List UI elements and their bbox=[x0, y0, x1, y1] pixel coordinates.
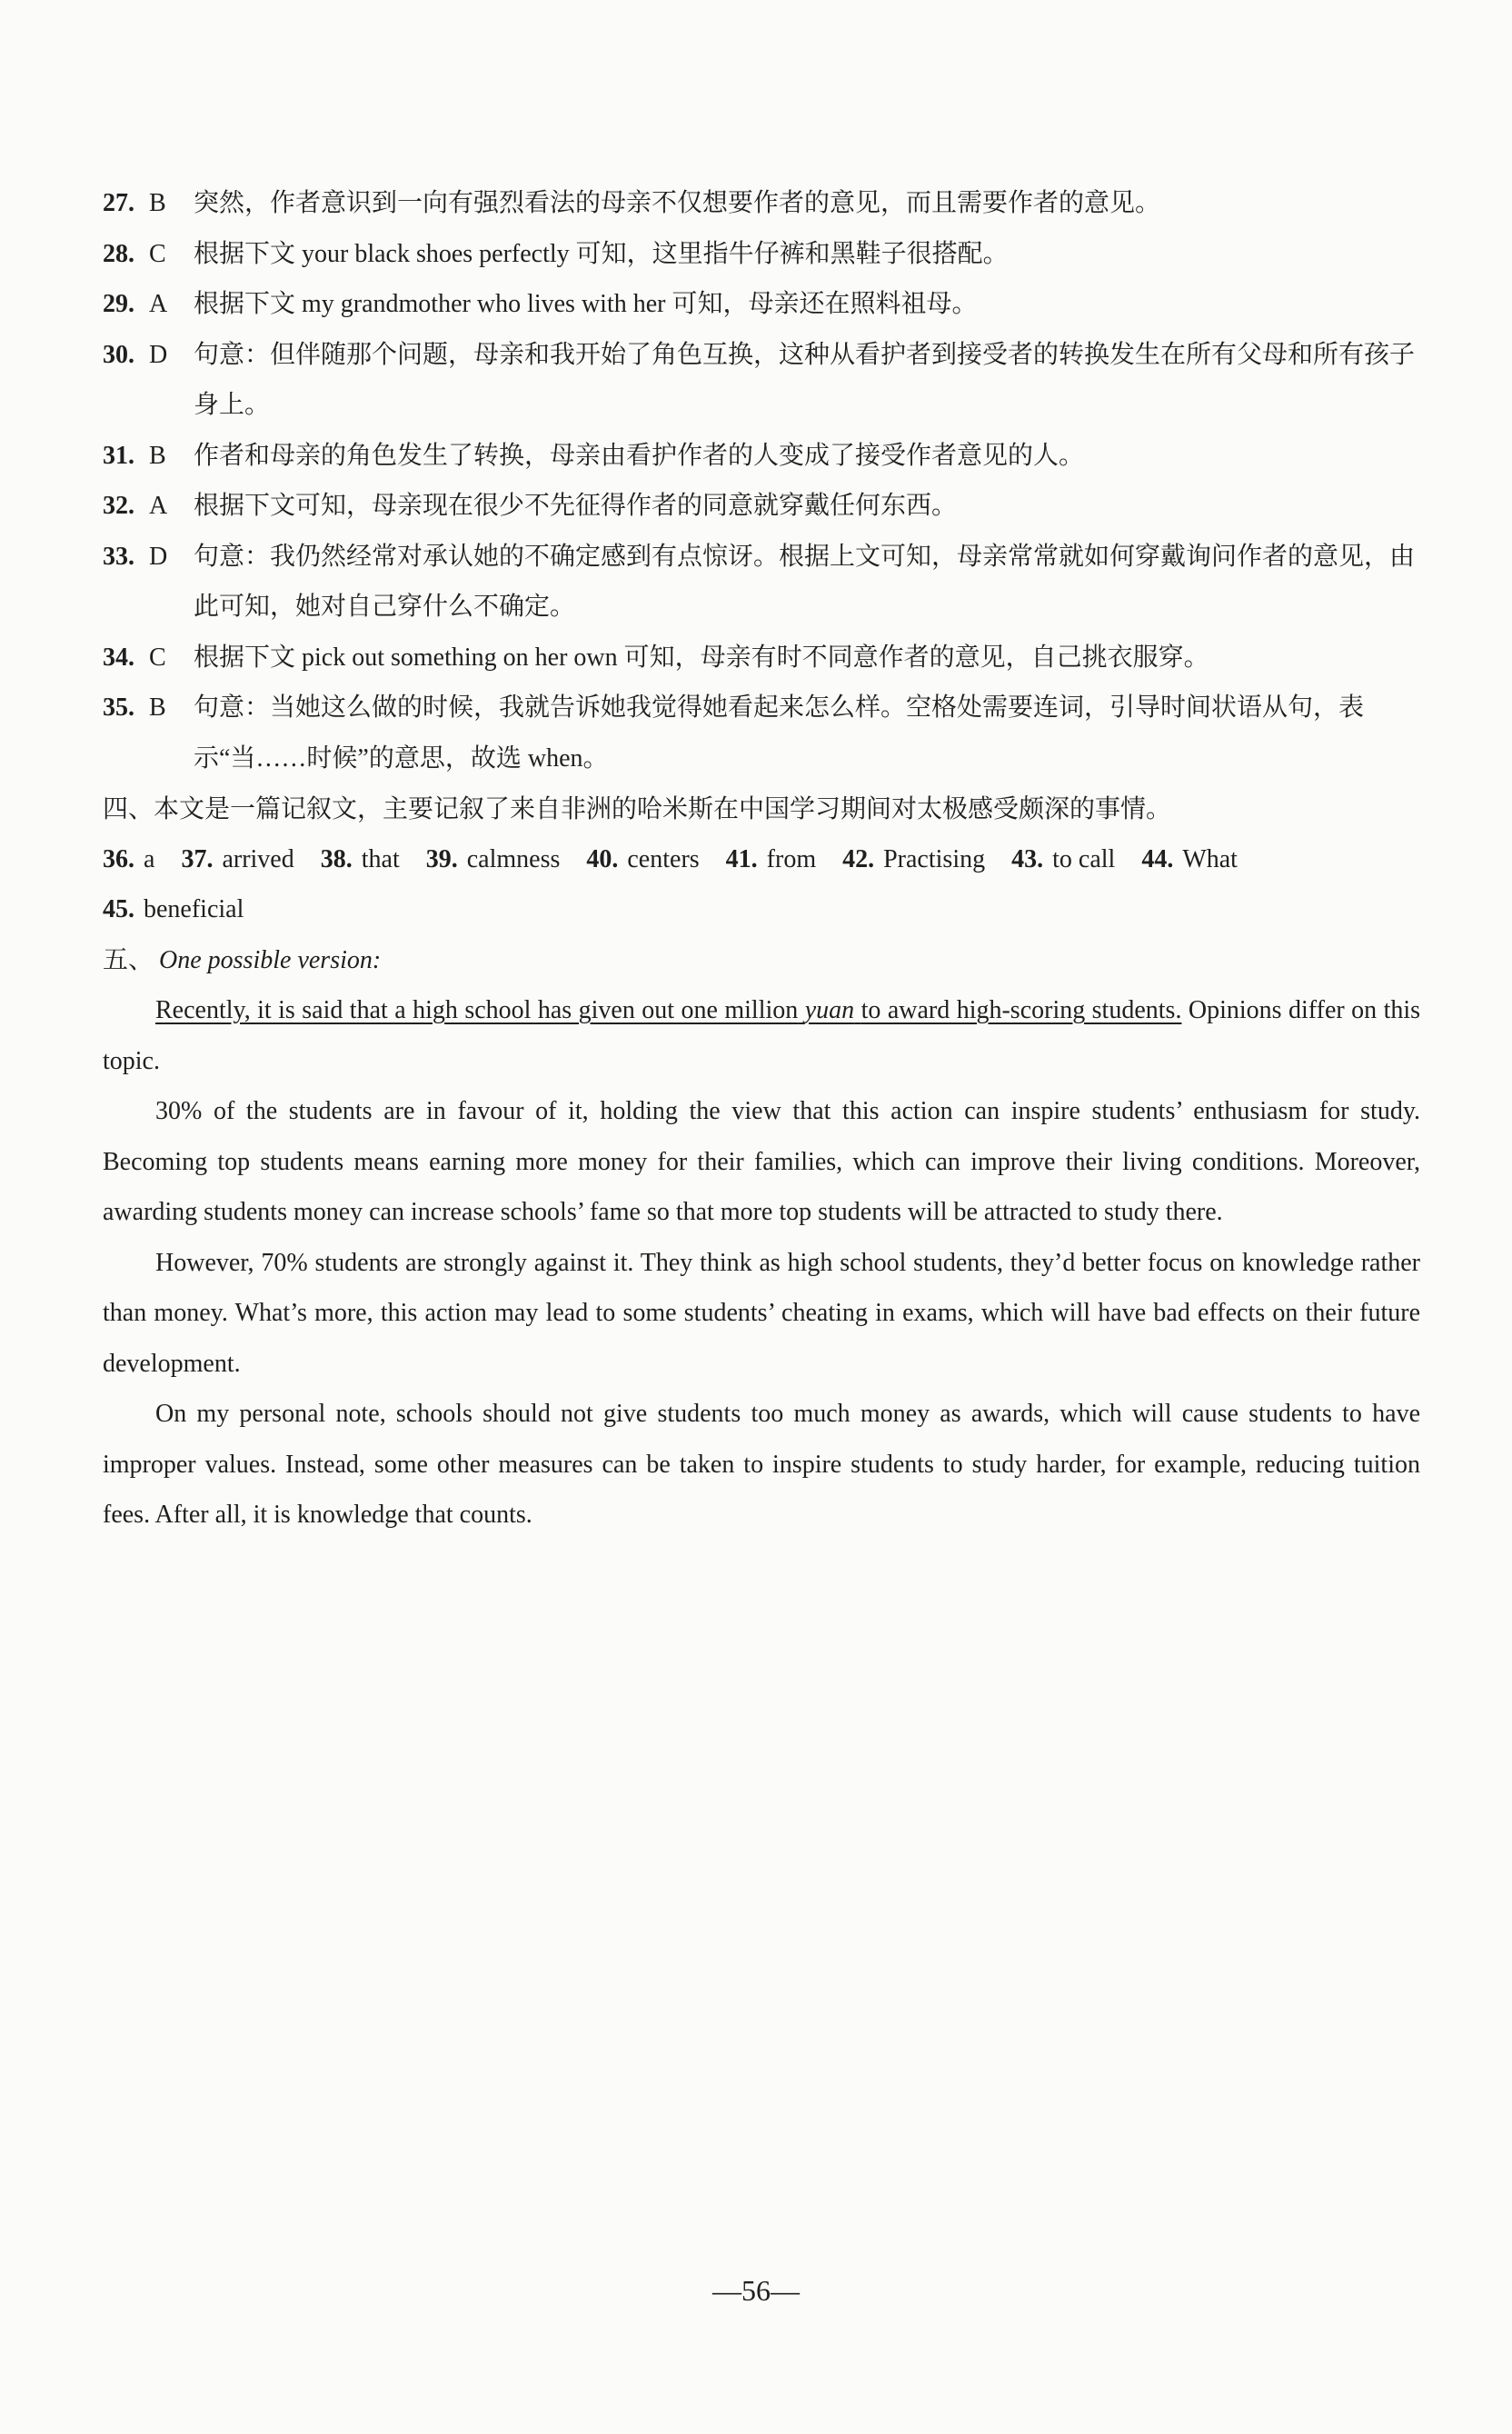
answer-item bbox=[103, 178, 1420, 229]
fill-item-40 bbox=[586, 845, 699, 873]
item-number: 42. bbox=[842, 844, 875, 873]
answer-choice: A bbox=[149, 290, 168, 318]
fill-item-43 bbox=[1011, 845, 1115, 873]
section-4-intro: 四、本文是一篇记叙文，主要记叙了来自非洲的哈米斯在中国学习期间对太极感受颇深的事情。 bbox=[103, 793, 1172, 823]
item-number: 36. bbox=[103, 844, 134, 873]
answer-item bbox=[103, 330, 1420, 431]
essay-paragraph-4: On my personal note, schools should not give students too much money as awards, which will cause students to have improper values. Instead, some other measures can be taken to inspire students to study harder, for example, reducing tuition fees. After all, it is knowledge that counts. bbox=[103, 1400, 1420, 1529]
item-number: 41. bbox=[725, 844, 758, 873]
explanation-text: 根据下文可知，母亲现在很少不先征得作者的同意就穿戴任何东西。 bbox=[194, 492, 958, 520]
essay-version-label: One possible version: bbox=[159, 945, 382, 974]
item-answer: to call bbox=[1052, 844, 1116, 873]
item-answer: centers bbox=[627, 844, 700, 873]
question-number: 29. bbox=[103, 290, 134, 318]
fill-row-2 bbox=[103, 884, 1420, 935]
explanation-text: 突然，作者意识到一向有强烈看法的母亲不仅想要作者的意见，而且需要作者的意见。 bbox=[194, 189, 1161, 217]
answer-item bbox=[103, 683, 1420, 783]
paragraph-1-rest: Opinions differ on this topic. bbox=[103, 996, 1421, 1075]
answer-content bbox=[103, 178, 1420, 1541]
answer-choice: B bbox=[149, 189, 166, 217]
item-number: 43. bbox=[1011, 844, 1044, 873]
item-answer: beneficial bbox=[144, 895, 244, 923]
fill-row-1 bbox=[103, 834, 1420, 885]
item-answer: calmness bbox=[466, 844, 561, 873]
essay-paragraph-1 bbox=[103, 985, 1420, 1086]
question-number: 35. bbox=[103, 693, 134, 722]
answer-list bbox=[103, 178, 1420, 783]
answer-item bbox=[103, 532, 1420, 633]
fill-item-45 bbox=[103, 895, 244, 923]
section-5-label: 五、 bbox=[103, 945, 154, 974]
fill-item-44 bbox=[1141, 845, 1238, 873]
fill-item-41 bbox=[726, 845, 816, 873]
topic-part-b: to award high-scoring students. bbox=[860, 996, 1182, 1024]
essay-paragraph-3: However, 70% students are strongly against it. They think as high school students, they’d better focus on knowledge rather than money. What’s more, this action may lead to some students’ cheating in exams, which will have bad effects on their future development. bbox=[103, 1248, 1420, 1378]
answer-item bbox=[103, 431, 1420, 482]
fill-item-38 bbox=[321, 845, 400, 873]
section-5-heading bbox=[103, 935, 1420, 986]
item-answer: Practising bbox=[883, 844, 986, 873]
answer-choice: A bbox=[149, 492, 168, 520]
answer-item bbox=[103, 633, 1420, 683]
item-number: 37. bbox=[181, 844, 214, 873]
question-number: 28. bbox=[103, 239, 134, 268]
topic-part-a: Recently, it is said that a high school has given out one million bbox=[155, 996, 799, 1024]
explanation-text: 句意：当她这么做的时候，我就告诉她我觉得她看起来怎么样。空格处需要连词，引导时间状语从句，表示“当……时候”的意思，故选 when。 bbox=[194, 693, 1365, 773]
item-answer: that bbox=[361, 844, 400, 873]
item-answer: What bbox=[1182, 844, 1238, 873]
question-number: 31. bbox=[103, 441, 134, 470]
fill-item-39 bbox=[426, 845, 561, 873]
underlined-topic-sentence bbox=[155, 996, 1181, 1024]
answer-choice: C bbox=[149, 643, 166, 672]
yuan-word: yuan bbox=[804, 996, 855, 1024]
question-number: 27. bbox=[103, 189, 134, 217]
explanation-text: 根据下文 your black shoes perfectly 可知，这里指牛仔裤和黑鞋子很搭配。 bbox=[194, 239, 1009, 268]
page-number: —56— bbox=[712, 2274, 800, 2307]
item-number: 38. bbox=[320, 844, 353, 873]
item-number: 40. bbox=[586, 844, 619, 873]
answer-choice: D bbox=[149, 542, 168, 571]
fill-item-37 bbox=[181, 845, 293, 873]
item-number: 39. bbox=[425, 844, 458, 873]
answer-choice: C bbox=[149, 239, 166, 268]
fill-item-42 bbox=[842, 845, 985, 873]
item-answer: a bbox=[144, 844, 155, 873]
answer-choice: D bbox=[149, 340, 168, 369]
explanation-text: 句意：但伴随那个问题，母亲和我开始了角色互换，这种从看护者到接受者的转换发生在所有父母和所有孩子身上。 bbox=[194, 340, 1416, 419]
question-number: 30. bbox=[103, 340, 134, 369]
explanation-text: 句意：我仍然经常对承认她的不确定感到有点惊讶。根据上文可知，母亲常常就如何穿戴询问作者的意见，由此可知，她对自己穿什么不确定。 bbox=[194, 542, 1416, 621]
answer-choice: B bbox=[149, 441, 166, 470]
item-number: 44. bbox=[1141, 844, 1174, 873]
item-number: 45. bbox=[103, 895, 134, 923]
answer-choice: B bbox=[149, 693, 166, 722]
item-answer: from bbox=[766, 844, 817, 873]
essay-paragraph-2: 30% of the students are in favour of it, holding the view that this action can inspire students’ enthusiasm for study. Becoming top students means earning more money for their families, which can improve their living conditions. Moreover, awarding students money can increase schools’ fame so that more top students will be attracted to study there. bbox=[103, 1097, 1420, 1226]
question-number: 32. bbox=[103, 492, 134, 520]
question-number: 33. bbox=[103, 542, 134, 571]
answer-item bbox=[103, 279, 1420, 330]
answer-item bbox=[103, 229, 1420, 280]
answer-item bbox=[103, 481, 1420, 532]
question-number: 34. bbox=[103, 643, 134, 672]
fill-item-36 bbox=[103, 845, 154, 873]
item-answer: arrived bbox=[222, 844, 294, 873]
explanation-text: 作者和母亲的角色发生了转换，母亲由看护作者的人变成了接受作者意见的人。 bbox=[194, 441, 1085, 470]
explanation-text: 根据下文 my grandmother who lives with her 可知，母亲还在照料祖母。 bbox=[194, 290, 978, 318]
explanation-text: 根据下文 pick out something on her own 可知，母亲有时不同意作者的意见，自己挑衣服穿。 bbox=[194, 643, 1209, 672]
